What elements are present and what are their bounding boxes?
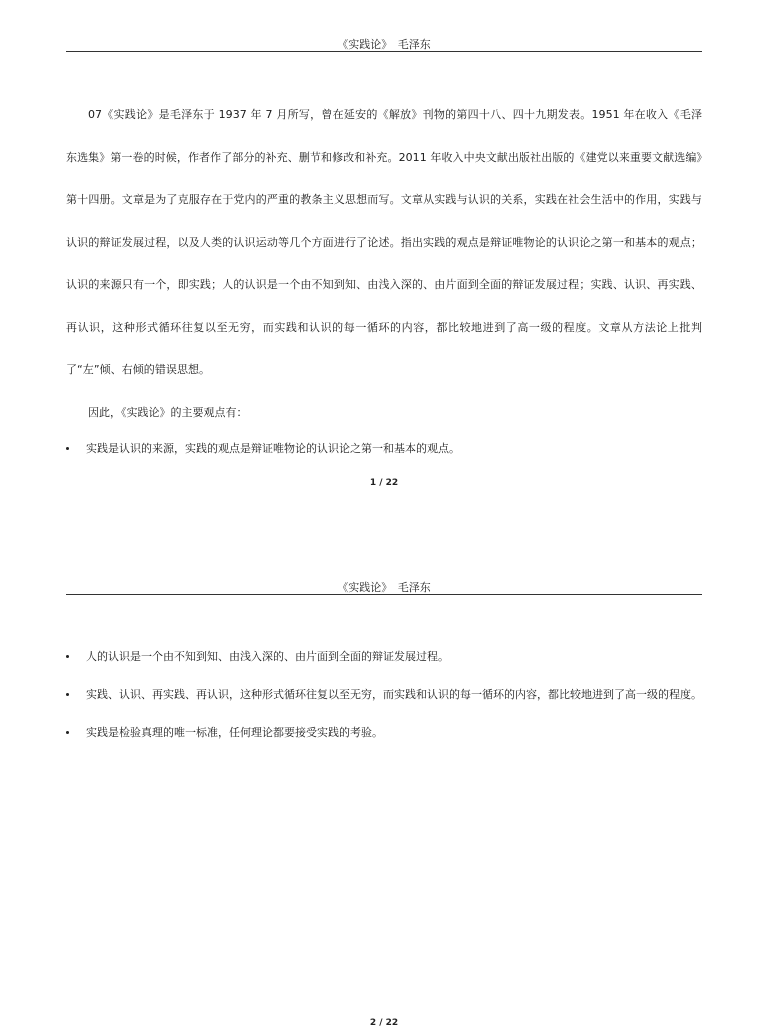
bullet-icon xyxy=(66,447,69,450)
document-page-2 xyxy=(0,540,768,1028)
list-item-text: 实践是认识的来源，实践的观点是辩证唯物论的认识论之第一和基本的观点。 xyxy=(86,441,460,455)
header-title: 《实践论》 毛泽东 xyxy=(337,581,431,594)
bullet-list xyxy=(66,434,702,464)
header-title: 《实践论》 毛泽东 xyxy=(337,38,431,51)
bullet-icon xyxy=(66,731,69,734)
list-item-text: 实践、认识、再实践、再认识，这种形式循环往复以至无穷，而实践和认识的每一循环的内容，都比较地进到了高一级的程度。 xyxy=(86,688,702,701)
bullet-icon xyxy=(66,655,69,658)
list-item xyxy=(66,676,702,714)
list-item-text: 人的认识是一个由不知到知、由浅入深的、由片面到全面的辩证发展过程。 xyxy=(86,650,449,663)
list-item xyxy=(66,638,702,676)
bullet-list xyxy=(66,638,702,752)
intro-line: 因此，《实践论》的主要观点有： xyxy=(88,405,248,419)
body-paragraph: 07《实践论》是毛泽东于 1937 年 7 月所写，曾在延安的《解放》刊物的第四十八、四十九期发表。1951 年在收入《毛泽东选集》第一卷的时候，作者作了部分的补充、删节和修改和补充。2011 年收入中央文献出版社出版的《建党以来重要文献选编》第十四册。文章是为了克服存在于党内的严重的教条主义思想而写。文章从实践与认识的关系，实践在社会生活中的作用，实践与认识的辩证发展过程，以及人类的认识运动等几个方面进行了论述。指出实践的观点是辩证唯物论的认识论之第一和基本的观点；认识的来源只有一个，即实践；人的认识是一个由不知到知、由浅入深的、由片面到全面的辩证发展过程；实践、认识、再实践、再认识，这种形式循环往复以至无穷，而实践和认识的每一循环的内容，都比较地进到了高一级的程度。文章从方法论上批判了“左”倾、右倾的错误思想。 xyxy=(66,108,702,376)
page-content xyxy=(66,638,702,752)
document-page-1 xyxy=(0,0,768,512)
list-item-text: 实践是检验真理的唯一标准，任何理论都要接受实践的考验。 xyxy=(86,726,383,739)
page-header xyxy=(66,38,702,52)
list-item xyxy=(66,434,702,464)
list-item xyxy=(66,714,702,752)
page-content xyxy=(66,94,702,464)
bullet-icon xyxy=(66,693,69,696)
page-header xyxy=(66,581,702,595)
page-number: 1 / 22 xyxy=(369,478,399,488)
page-number: 2 / 22 xyxy=(369,1018,399,1028)
header-divider xyxy=(66,51,702,52)
header-divider xyxy=(66,594,702,595)
